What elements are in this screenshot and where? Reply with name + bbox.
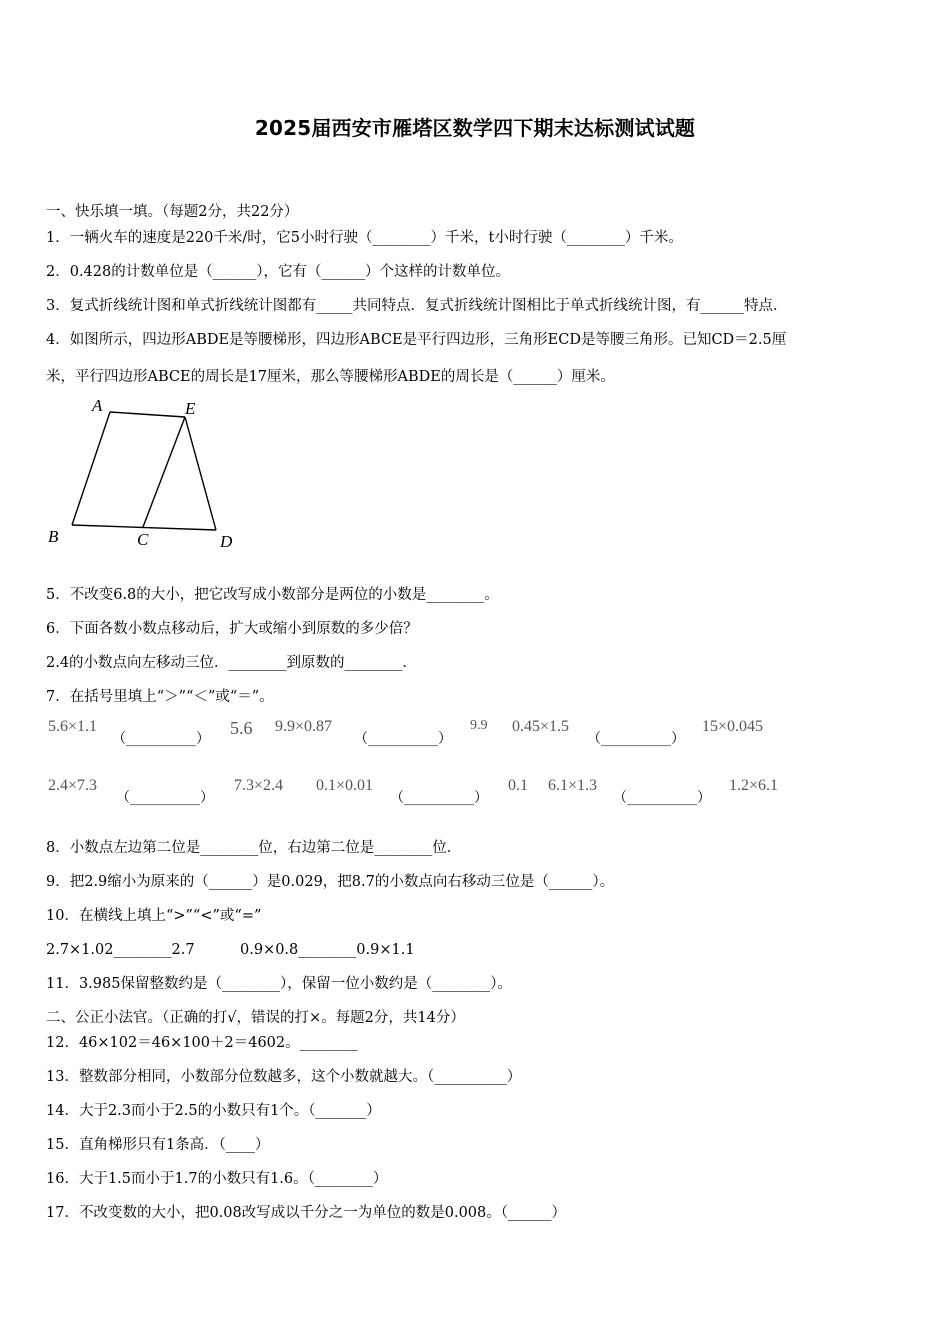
question-17: 17．不改变数的大小，把0.08改写成以千分之一为单位的数是0.008。（______）: [46, 1205, 566, 1221]
question-13: 13．整数部分相同，小数部分位数越多，这个小数就越大。（__________）: [46, 1069, 522, 1085]
question-3: 3．复式折线统计图和单式折线统计图都有_____共同特点．复式折线统计图相比于单式折线统计图，有______特点．: [46, 298, 788, 314]
q7r2-expr-5: 6.1×1.3: [548, 777, 598, 794]
question-11: 11．3.985保留整数约是（________），保留一位小数约是（________）。: [46, 976, 512, 992]
q7r2-expr-3: 0.1×0.01: [316, 777, 374, 794]
vertex-label-d: D: [220, 532, 233, 551]
edge-ab: [72, 412, 110, 525]
question-6-sub: 2.4的小数点向左移动三位．________到原数的________．: [46, 655, 418, 671]
question-10-sub-1: 2.7×1.02________2.7: [46, 942, 195, 958]
section-1-heading: 一、快乐填一填。（每题2分，共22分）: [46, 204, 299, 220]
q7r2-expr-2: 7.3×2.4: [234, 777, 284, 794]
question-10: 10．在横线上填上“>”“<”或“=”: [46, 908, 262, 924]
q7r2-expr-6: 1.2×6.1: [729, 777, 779, 794]
q7r1-expr-3: 9.9×0.87: [275, 718, 333, 735]
q7r1-expr-1: 5.6×1.1: [48, 718, 98, 735]
q7r1-blank-3[interactable]: （__________）: [587, 731, 685, 747]
question-7-row-2: [46, 777, 906, 817]
question-9: 9．把2.9缩小为原来的（______）是0.029，把8.7的小数点向右移动三位是（______）。: [46, 874, 615, 890]
question-4-line-1: 4．如图所示，四边形ABDE是等腰梯形，四边形ABCE是平行四边形，三角形ECD是等腰三角形。已知CD＝2.5厘: [46, 332, 787, 348]
question-7-row-1: [46, 718, 906, 758]
question-2: 2．0.428的计数单位是（______），它有（______）个这样的计数单位。: [46, 264, 510, 280]
question-16: 16．大于1.5而小于1.7的小数只有1.6。（________）: [46, 1171, 388, 1187]
vertex-label-c: C: [137, 530, 149, 549]
vertex-label-e: E: [185, 399, 196, 418]
q7r1-expr-4: 9.9: [470, 718, 488, 733]
question-12: 12．46×102＝46×100＋2＝4602。________: [46, 1035, 358, 1051]
q7r1-expr-2: 5.6: [230, 718, 253, 738]
question-15: 15．直角梯形只有1条高．（____）: [46, 1137, 270, 1153]
question-6: 6．下面各数小数点移动后，扩大或缩小到原数的多少倍？: [46, 621, 418, 637]
edge-ed: [185, 417, 216, 530]
vertex-label-b: B: [48, 527, 59, 546]
question-10-sub-2: 0.9×0.8________0.9×1.1: [240, 942, 415, 958]
q7r1-expr-6: 15×0.045: [702, 718, 764, 735]
edge-ae: [110, 412, 185, 417]
section-2-heading: 二、公正小法官。（正确的打√，错误的打×。每题2分，共14分）: [46, 1010, 465, 1026]
q7r2-expr-1: 2.4×7.3: [48, 777, 98, 794]
q7r2-blank-1[interactable]: （__________）: [116, 790, 214, 806]
question-14: 14．大于2.3而小于2.5的小数只有1个。（_______）: [46, 1103, 381, 1119]
q7r2-blank-3[interactable]: （__________）: [613, 790, 711, 806]
q7r2-blank-2[interactable]: （__________）: [390, 790, 488, 806]
edge-ec: [143, 417, 185, 527]
q7r1-expr-5: 0.45×1.5: [512, 718, 570, 735]
trapezoid-figure: [40, 392, 250, 557]
question-1: 1．一辆火车的速度是220千米/时，它5小时行驶（________）千米，t小时行驶（________）千米。: [46, 230, 683, 246]
q7r2-expr-4: 0.1: [508, 777, 528, 794]
q7r1-blank-2[interactable]: （__________）: [354, 731, 452, 747]
question-4-line-2: 米，平行四边形ABCE的周长是17厘米，那么等腰梯形ABDE的周长是（______）厘米。: [46, 369, 615, 385]
question-7: 7．在括号里填上“＞”“＜”或“＝”。: [46, 689, 274, 705]
q7r1-blank-1[interactable]: （__________）: [112, 731, 210, 747]
vertex-label-a: A: [92, 396, 103, 415]
question-5: 5．不改变6.8的大小，把它改写成小数部分是两位的小数是________。: [46, 587, 499, 603]
page-title: 2025届西安市雁塔区数学四下期末达标测试试题: [254, 116, 696, 140]
question-8: 8．小数点左边第二位是________位，右边第二位是________位．: [46, 840, 462, 856]
